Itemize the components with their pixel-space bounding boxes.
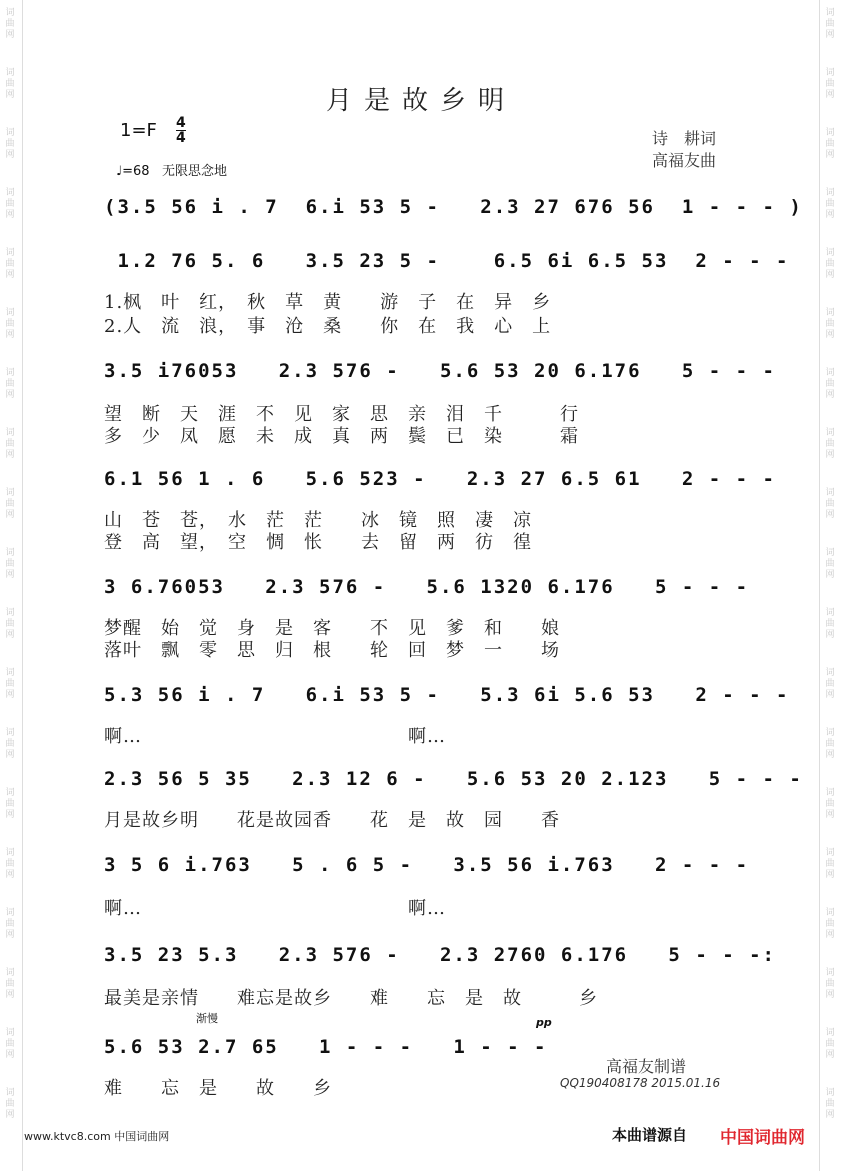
notation-line-8: 3 5 6 i.763 5 . 6 5 - 3.5 56 i.763 2 - - - <box>104 854 750 876</box>
lyric-ending: 难 忘 是 故 乡 <box>104 1078 332 1099</box>
notation-line-4: 6.1 56 1 . 6 5.6 523 - 2.3 27 6.5 61 2 - - - <box>104 468 776 490</box>
key-signature: 1=F <box>120 120 157 141</box>
lyric-verse1-line2: 望 断 天 涯 不 见 家 思 亲 泪 千 行 <box>104 404 579 425</box>
pianissimo-mark: pp <box>536 1016 552 1029</box>
watermark-text: 词曲网 <box>5 128 15 160</box>
notation-line-3: 3.5 i76053 2.3 576 - 5.6 53 20 6.176 5 - - - <box>104 360 776 382</box>
song-title: 月是故乡明 <box>325 86 516 116</box>
watermark-text: 词曲网 <box>825 128 835 160</box>
watermark-text: 词曲网 <box>5 1028 15 1060</box>
watermark-text: 词曲网 <box>5 848 15 880</box>
lyric-ah-2: 啊… 啊… <box>104 898 446 919</box>
lyricist-credit: 诗 耕词 <box>652 129 717 148</box>
watermark-text: 词曲网 <box>825 968 835 1000</box>
time-signature: 4 4 <box>176 115 186 146</box>
left-margin-strip <box>0 0 23 1171</box>
lyric-verse1-line1: 1.枫 叶 红， 秋 草 黄 游 子 在 异 乡 <box>104 292 552 313</box>
notation-line-2: 1.2 76 5. 6 3.5 23 5 - 6.5 6i 6.5 53 2 - - - <box>104 250 790 272</box>
watermark-text: 词曲网 <box>5 188 15 220</box>
watermark-text: 词曲网 <box>825 668 835 700</box>
lyric-verse1-line3: 山 苍 苍， 水 茫 茫 冰 镜 照 凄 凉 <box>104 510 532 531</box>
notation-line-5: 3 6.76053 2.3 576 - 5.6 1320 6.176 5 - - - <box>104 576 750 598</box>
score-date: QQ190408178 2015.01.16 <box>560 1076 721 1090</box>
watermark-text: 词曲网 <box>5 8 15 40</box>
lyric-verse2-line3: 登 高 望， 空 惆 怅 去 留 两 彷 徨 <box>104 532 532 553</box>
watermark-text: 词曲网 <box>5 728 15 760</box>
watermark-text: 词曲网 <box>825 188 835 220</box>
watermark-text: 词曲网 <box>825 908 835 940</box>
watermark-text: 词曲网 <box>825 608 835 640</box>
notation-line-1: (3.5 56 i . 7 6.i 53 5 - 2.3 27 676 56 1 - - - ) <box>104 196 803 218</box>
watermark-text: 词曲网 <box>5 608 15 640</box>
lyric-verse1-line4: 梦醒 始 觉 身 是 客 不 见 爹 和 娘 <box>104 618 560 639</box>
watermark-text: 词曲网 <box>5 308 15 340</box>
watermark-text: 词曲网 <box>5 908 15 940</box>
watermark-text: 词曲网 <box>825 308 835 340</box>
notation-line-10: 5.6 53 2.7 65 1 - - - 1 - - - <box>104 1036 548 1058</box>
notation-line-9: 3.5 23 5.3 2.3 576 - 2.3 2760 6.176 5 - - -: <box>104 944 776 966</box>
watermark-text: 词曲网 <box>5 68 15 100</box>
watermark-text: 词曲网 <box>5 548 15 580</box>
footer-site-link[interactable]: www.ktvc8.com 中国词曲网 <box>24 1130 170 1143</box>
notation-line-6: 5.3 56 i . 7 6.i 53 5 - 5.3 6i 5.6 53 2 - - - <box>104 684 790 706</box>
footer-site-name[interactable]: 中国词曲网 <box>720 1128 805 1148</box>
watermark-text: 词曲网 <box>825 788 835 820</box>
watermark-text: 词曲网 <box>825 248 835 280</box>
tempo-mark: ♩=68 无限思念地 <box>116 164 227 179</box>
watermark-text: 词曲网 <box>825 368 835 400</box>
right-margin-strip <box>819 0 842 1171</box>
watermark-text: 词曲网 <box>5 248 15 280</box>
lyric-refrain-2: 最美是亲情 难忘是故乡 难 忘 是 故 乡 <box>104 988 598 1009</box>
watermark-text: 词曲网 <box>5 1088 15 1120</box>
lyric-verse2-line1: 2.人 流 浪， 事 沧 桑 你 在 我 心 上 <box>104 316 552 337</box>
watermark-text: 词曲网 <box>5 368 15 400</box>
watermark-text: 词曲网 <box>825 68 835 100</box>
watermark-text: 词曲网 <box>5 488 15 520</box>
lyric-verse2-line2: 多 少 凤 愿 未 成 真 两 鬓 已 染 霜 <box>104 426 579 447</box>
footer-source-label: 本曲谱源自 <box>612 1126 688 1144</box>
watermark-text: 词曲网 <box>825 428 835 460</box>
lyric-refrain-1: 月是故乡明 花是故园香 花 是 故 园 香 <box>104 810 560 831</box>
watermark-text: 词曲网 <box>5 428 15 460</box>
watermark-text: 词曲网 <box>825 1088 835 1120</box>
score-maker: 高福友制谱 <box>606 1057 687 1076</box>
watermark-text: 词曲网 <box>825 488 835 520</box>
watermark-text: 词曲网 <box>5 788 15 820</box>
watermark-text: 词曲网 <box>5 968 15 1000</box>
watermark-text: 词曲网 <box>825 848 835 880</box>
composer-credit: 高福友曲 <box>652 151 717 170</box>
watermark-text: 词曲网 <box>825 728 835 760</box>
watermark-text: 词曲网 <box>825 1028 835 1060</box>
watermark-text: 词曲网 <box>5 668 15 700</box>
watermark-text: 词曲网 <box>825 8 835 40</box>
lyric-verse2-line4: 落叶 飘 零 思 归 根 轮 回 梦 一 场 <box>104 640 560 661</box>
ritardando-mark: 渐慢 <box>196 1012 218 1025</box>
watermark-text: 词曲网 <box>825 548 835 580</box>
notation-line-7: 2.3 56 5 35 2.3 12 6 - 5.6 53 20 2.123 5 - - - <box>104 768 803 790</box>
lyric-ah-1: 啊… 啊… <box>104 726 446 747</box>
